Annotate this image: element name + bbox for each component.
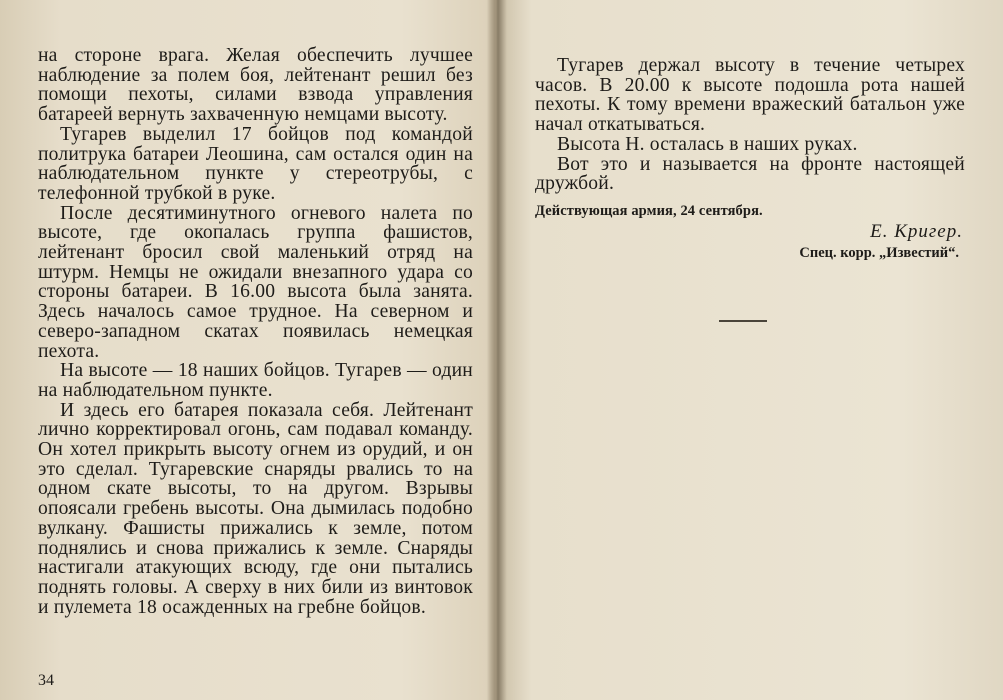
left-page-text bbox=[38, 46, 473, 617]
paragraph: И здесь его батарея показала себя. Лейтенант лично корректировал огонь, сам подавал команду. Он хотел прикрыть высоту огнем из орудий, и он это сделал. Тугаревские снаряды рвались то на одном скате высоты, то на другом. Взрывы опоясали гребень высоты. Она дымилась подобно вулкану. Фашисты прижались к земле, потом поднялись и снова прижались к земле. Снаряды настигали атакующих всюду, где они пытались поднять головы. А сверху в них били из винтовок и пулемета 18 осажденных на гребне бойцов. bbox=[38, 399, 473, 618]
paragraph: Тугарев держал высоту в течение четырех часов. В 20.00 к высоте подошла рота нашей пехоты. К тому времени вражеский батальон уже начал откатываться. bbox=[535, 55, 965, 136]
paragraph: Вот это и называется на фронте настоящей дружбой. bbox=[535, 153, 965, 195]
left-page bbox=[0, 0, 495, 700]
right-page bbox=[507, 0, 1003, 700]
divider bbox=[719, 320, 767, 322]
paragraph: На высоте — 18 наших бойцов. Тугарев — один на наблюдательном пункте. bbox=[38, 360, 473, 401]
author-signature: Е. Кригер. bbox=[870, 221, 963, 242]
paragraph: Высота Н. осталась в наших руках. bbox=[557, 133, 858, 155]
right-page-text bbox=[535, 56, 965, 194]
paragraph: Тугарев выделил 17 бойцов под командой политрука батареи Леошина, сам остался один на наблюдательном пункте у стереотрубы, с телефонной трубкой в руке. bbox=[38, 123, 473, 204]
author-title: Спец. корр. „Известий“. bbox=[799, 245, 959, 261]
page-number: 34 bbox=[38, 672, 54, 689]
paragraph: После десятиминутного огневого налета по высоте, где окопалась группа фашистов, лейтенант бросил свой маленький отряд на штурм. Немцы не ожидали внезапного удара со стороны батареи. В 16.00 высота была занята. Здесь началось самое трудное. На северном и северо-западном скатах появилась немецкая пехота. bbox=[38, 202, 473, 362]
dateline: Действующая армия, 24 сентября. bbox=[535, 203, 763, 219]
paragraph: на стороне врага. Желая обеспечить лучшее наблюдение за полем боя, лейтенант решил без помощи пехоты, силами взвода управления батареей вернуть захваченную немцами высоту. bbox=[38, 45, 473, 126]
